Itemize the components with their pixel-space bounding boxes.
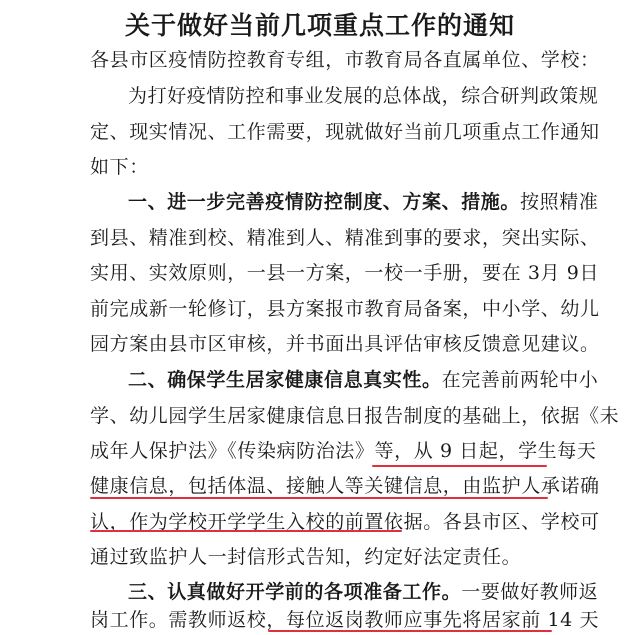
highlight-underline-1 [372, 465, 547, 467]
section2-line-6: 通过致监护人一封信形式告知，约定好法定责任。 [90, 546, 522, 568]
section2-line-3: 成年人保护法》《传染病防治法》等，从 9 日起，学生每天 [90, 440, 597, 462]
highlight-underline-4 [268, 630, 552, 632]
salutation: 各县市区疫情防控教育专组，市教育局各直属单位、学校： [90, 49, 600, 71]
section2-line1-tail: 在完善前两轮中小 [441, 369, 599, 391]
section1-line-3: 实用、实效原则，一县一方案，一校一手册，要在 3月 9日 [90, 262, 600, 284]
section1-line-5: 园方案由县市区审核，并书面出具评估审核反馈意见建议。 [90, 333, 600, 355]
intro-line-1: 为打好疫情防控和事业发展的总体战，综合研判政策规 [128, 85, 599, 107]
section2-line-1 [128, 368, 598, 392]
section2-heading: 二、确保学生居家健康信息真实性。 [128, 369, 442, 391]
section1-line-1 [128, 190, 598, 214]
section2-line-2: 学、幼儿园学生居家健康信息日报告制度的基础上，依据《未 [90, 405, 620, 427]
highlight-underline-3 [90, 530, 402, 532]
section1-heading: 一、进一步完善疫情防控制度、方案、措施。 [128, 191, 521, 213]
section1-line-2: 到县、精准到校、精准到人、精准到事的要求，突出实际、 [90, 227, 600, 249]
section1-line-4: 前完成新一轮修订，县方案报市教育局备案，中小学、幼儿 [90, 298, 600, 320]
section3-line-2: 岗工作。需教师返校，每位返岗教师应事先将居家前 14 天 [90, 609, 600, 631]
section2-line-5: 认，作为学校开学学生入校的前置依据。各县市区、学校可 [90, 511, 600, 533]
intro-line-3: 如下： [90, 156, 149, 178]
intro-line-2: 定、现实情况、工作需要，现就做好当前几项重点工作通知 [90, 121, 600, 143]
section3-line1-tail: 一要做好教师返 [461, 581, 599, 603]
section3-line-1 [128, 580, 598, 604]
section2-line-4: 健康信息，包括体温、接触人等关键信息，由监护人承诺确 [90, 475, 600, 497]
document-title: 关于做好当前几项重点工作的通知 [124, 11, 515, 40]
highlight-underline-2 [90, 497, 548, 499]
section3-heading: 三、认真做好开学前的各项准备工作。 [128, 581, 462, 603]
section1-line1-tail: 按照精准 [520, 191, 599, 213]
